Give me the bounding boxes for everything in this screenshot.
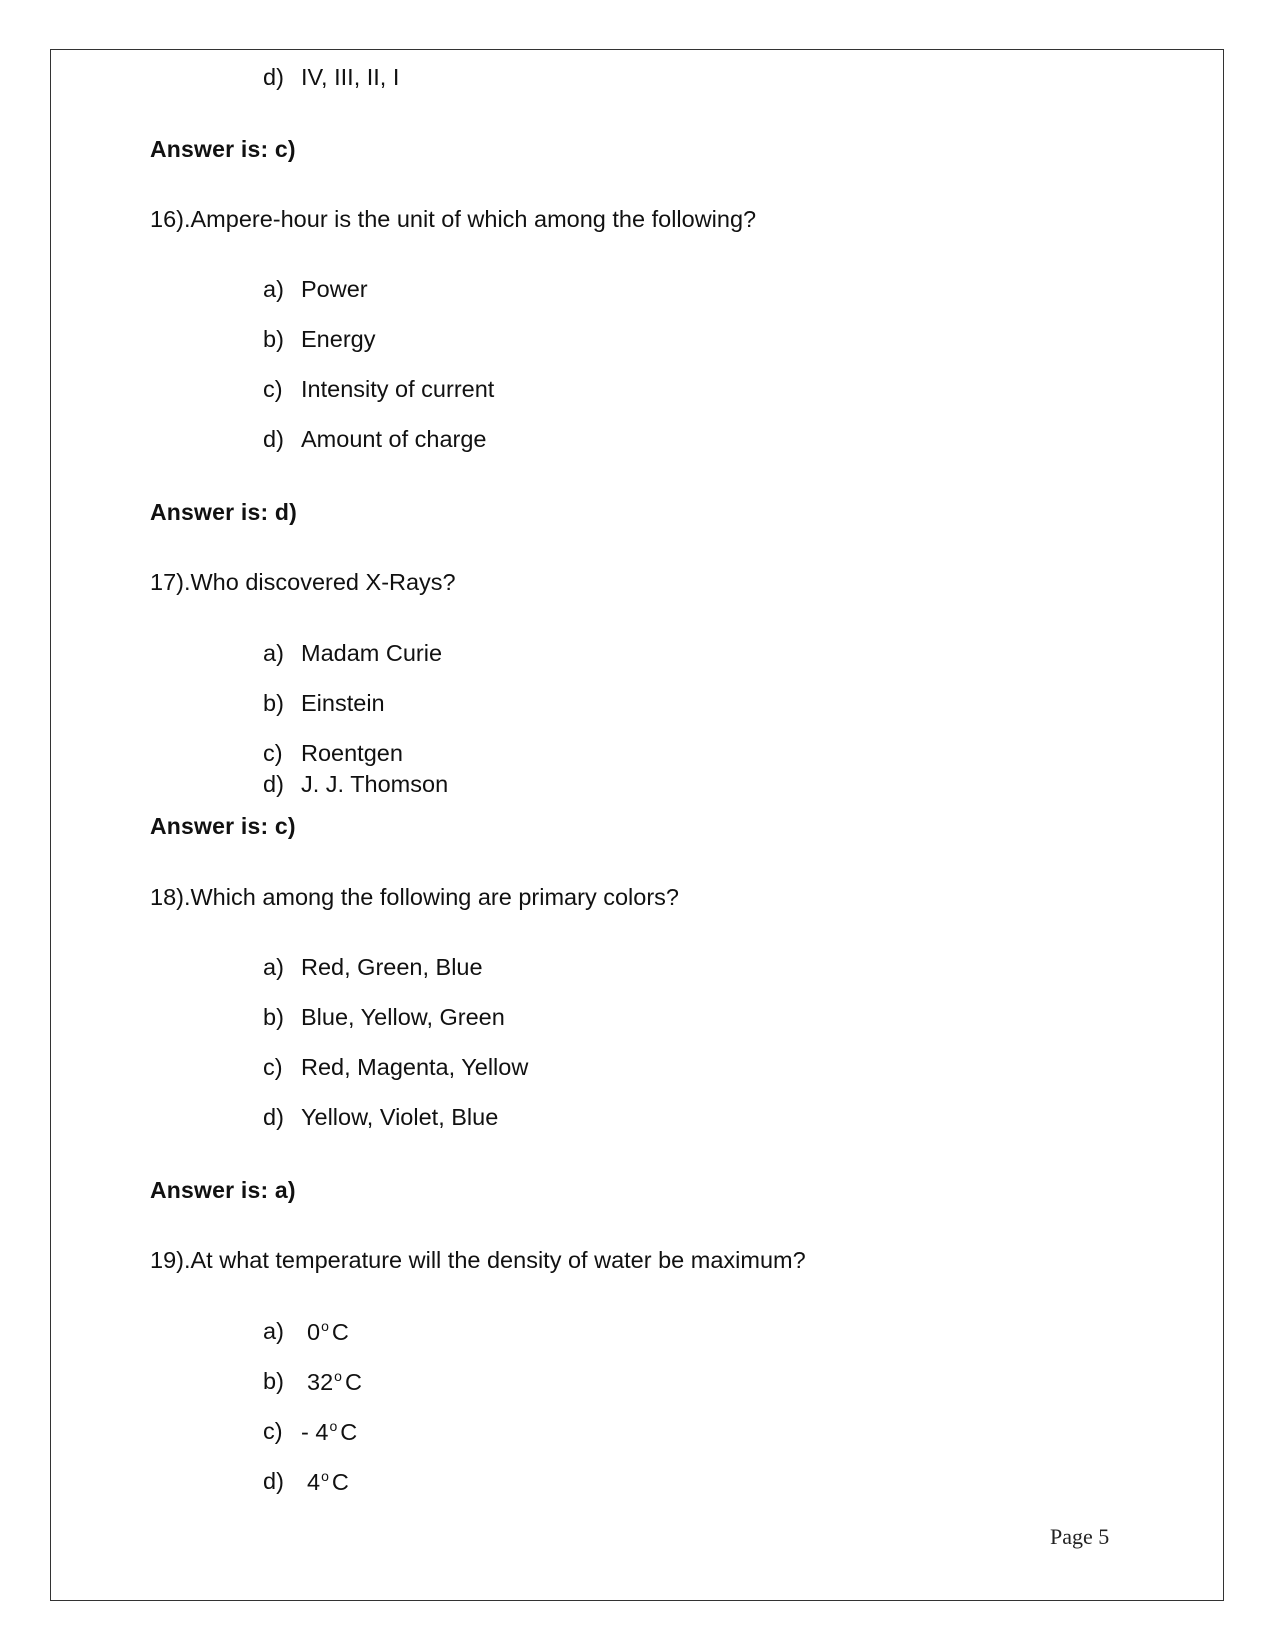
temperature-unit: C — [331, 1469, 349, 1495]
temperature-unit: C — [331, 1319, 349, 1345]
degree-symbol: o — [329, 1418, 338, 1434]
option-text — [307, 1468, 349, 1496]
option-text: Power — [301, 276, 368, 302]
temperature-value: - 4 — [301, 1419, 329, 1445]
option-text: Blue, Yellow, Green — [301, 1004, 505, 1030]
option-text: Madam Curie — [301, 640, 443, 666]
option-letter: b) — [263, 690, 284, 716]
option-q16-d — [0, 426, 1275, 456]
degree-symbol: o — [321, 1318, 329, 1334]
page-number: Page 5 — [1050, 1524, 1110, 1549]
option-text: Red, Green, Blue — [301, 954, 483, 980]
option-text: Amount of charge — [301, 426, 487, 452]
option-letter: a) — [263, 954, 284, 980]
option-q17-a — [0, 640, 1275, 670]
option-q18-c — [0, 1054, 1275, 1084]
option-letter: d) — [263, 1468, 284, 1494]
option-text: Roentgen — [301, 740, 403, 766]
option-text — [301, 1418, 357, 1446]
option-letter: c) — [263, 1054, 283, 1080]
option-q18-b — [0, 1004, 1275, 1034]
option-q16-a — [0, 276, 1275, 306]
option-q19-d — [0, 1468, 1275, 1498]
answer-q15: Answer is: c) — [150, 136, 296, 162]
option-letter: d) — [263, 771, 284, 797]
option-q19-b — [0, 1368, 1275, 1398]
option-text: Energy — [301, 326, 376, 352]
option-letter: c) — [263, 376, 283, 402]
option-letter: a) — [263, 276, 284, 302]
option-q17-c — [0, 740, 1275, 770]
option-q17-d — [0, 771, 1275, 801]
option-text: Einstein — [301, 690, 385, 716]
answer-q16: Answer is: d) — [150, 499, 298, 525]
option-letter: a) — [263, 1318, 284, 1344]
option-letter: b) — [263, 1004, 284, 1030]
option-text: Red, Magenta, Yellow — [301, 1054, 529, 1080]
answer-q18: Answer is: a) — [150, 1177, 296, 1203]
option-letter: c) — [263, 740, 283, 766]
question-18: 18).Which among the following are primary colors? — [150, 884, 679, 910]
option-q15-d — [0, 64, 1275, 94]
degree-symbol: o — [321, 1468, 329, 1484]
question-17: 17).Who discovered X-Rays? — [150, 569, 456, 595]
degree-symbol: o — [334, 1368, 342, 1384]
option-letter: d) — [263, 64, 284, 90]
answer-q17: Answer is: c) — [150, 813, 296, 839]
option-q16-b — [0, 326, 1275, 356]
option-letter: b) — [263, 326, 284, 352]
temperature-value: 32 — [307, 1369, 334, 1395]
option-q16-c — [0, 376, 1275, 406]
option-text: IV, III, II, I — [301, 64, 400, 90]
question-16: 16).Ampere-hour is the unit of which among the following? — [150, 206, 757, 232]
temperature-unit: C — [344, 1369, 362, 1395]
option-letter: d) — [263, 1104, 284, 1130]
option-text — [307, 1368, 362, 1396]
option-q19-a — [0, 1318, 1275, 1348]
option-text: J. J. Thomson — [301, 771, 449, 797]
option-q17-b — [0, 690, 1275, 720]
option-text: Intensity of current — [301, 376, 495, 402]
option-letter: d) — [263, 426, 284, 452]
option-q18-a — [0, 954, 1275, 984]
question-19: 19).At what temperature will the density of water be maximum? — [150, 1247, 806, 1273]
option-text: Yellow, Violet, Blue — [301, 1104, 499, 1130]
option-letter: a) — [263, 640, 284, 666]
option-q19-c — [0, 1418, 1275, 1448]
option-text — [307, 1318, 349, 1346]
temperature-unit: C — [340, 1419, 358, 1445]
temperature-value: 0 — [307, 1319, 321, 1345]
option-letter: b) — [263, 1368, 284, 1394]
temperature-value: 4 — [307, 1469, 321, 1495]
option-q18-d — [0, 1104, 1275, 1134]
option-letter: c) — [263, 1418, 283, 1444]
